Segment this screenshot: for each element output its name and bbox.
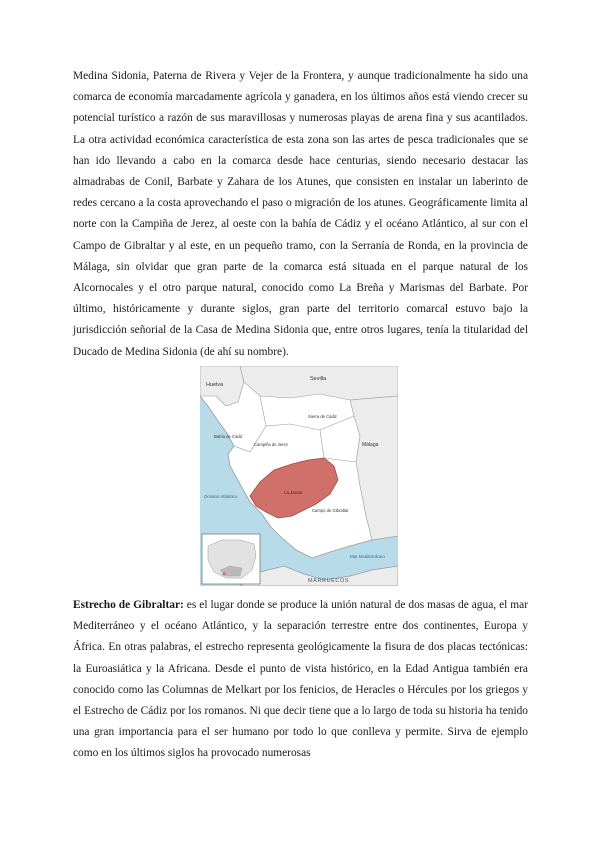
label-huelva: Huelva xyxy=(206,382,224,388)
map-svg xyxy=(200,366,398,586)
term-estrecho-gibraltar: Estrecho de Gibraltar: xyxy=(73,599,184,611)
label-oceano: Océano Atlántico xyxy=(204,494,238,499)
comarca-map xyxy=(200,366,398,586)
label-campina-jerez: Campiña de Jerez xyxy=(254,442,288,447)
label-sierra-cadiz: Sierra de Cádiz xyxy=(308,414,337,419)
label-sevilla: Sevilla xyxy=(310,376,327,382)
paragraph-estrecho-text: es el lugar donde se produce la unión natural de dos masas de agua, el mar Mediterráneo y el océano Atlántico, y la separación terrestre entre dos continentes, Europa y África. En otras palabras, el estrecho representa geológicamente la fisura de dos placas tectónicas: la Euroasiática y la Africana. Desde el punto de vista histórico, en la Edad Antigua también era conocido como las Columnas de Melkart por los fenicios, de Heracles o Hércules por los griegos y el Estrecho de Cádiz por los romanos. Ni que decir tiene que a lo largo de toda su historia ha tenido una gran importancia para el ser humano por todo lo que conlleva y permite. Sirva de ejemplo como en los últimos siglos ha provocado numerosas xyxy=(73,599,529,760)
label-bahia-cadiz: Bahía de Cádiz xyxy=(214,434,243,439)
paragraph-estrecho xyxy=(73,595,528,765)
label-la-janda: La Janda xyxy=(284,490,303,495)
paragraph-la-janda: Medina Sidonia, Paterna de Rivera y Vejer de la Frontera, y aunque tradicionalmente ha sido una comarca de economía marcadamente agrícola y ganadera, en los últimos años está viendo crecer su potencial turístico a razón de sus maravillosas y numerosas playas de arena fina y sus acantilados. La otra actividad económica característica de esta zona son las artes de pesca tradicionales que se han ido llevando a cabo en la comarca desde hace centurias, siendo necesario destacar las almadrabas de Conil, Barbate y Zahara de los Atunes, que consisten en instalar un laberinto de redes cercano a la costa aprovechando el paso o migración de los atunes. Geográficamente limita al norte con la Campiña de Jerez, al oeste con la bahía de Cádiz y el océano Atlántico, al sur con el Campo de Gibraltar y al este, en un pequeño tramo, con la Serranía de Ronda, en la provincia de Málaga, sin olvidar que gran parte de la comarca está situada en el parque natural de los Alcornocales y el otro parque natural, conocido como La Breña y Marismas del Barbate. Por último, históricamente y durante siglos, gran parte del territorio comarcal estuvo bajo la jurisdicción señorial de la Casa de Medina Sidonia que, entre otros lugares, tenía la titularidad del Ducado de Medina Sidonia (de ahí su nombre). xyxy=(73,70,528,358)
label-mediterraneo: Mar Mediterráneo xyxy=(350,554,385,559)
label-malaga: Málaga xyxy=(362,442,379,448)
inset-marker xyxy=(222,572,225,575)
label-marruecos: MARRUECOS xyxy=(308,578,350,584)
label-campo-gibraltar: Campo de Gibraltar xyxy=(312,508,349,513)
